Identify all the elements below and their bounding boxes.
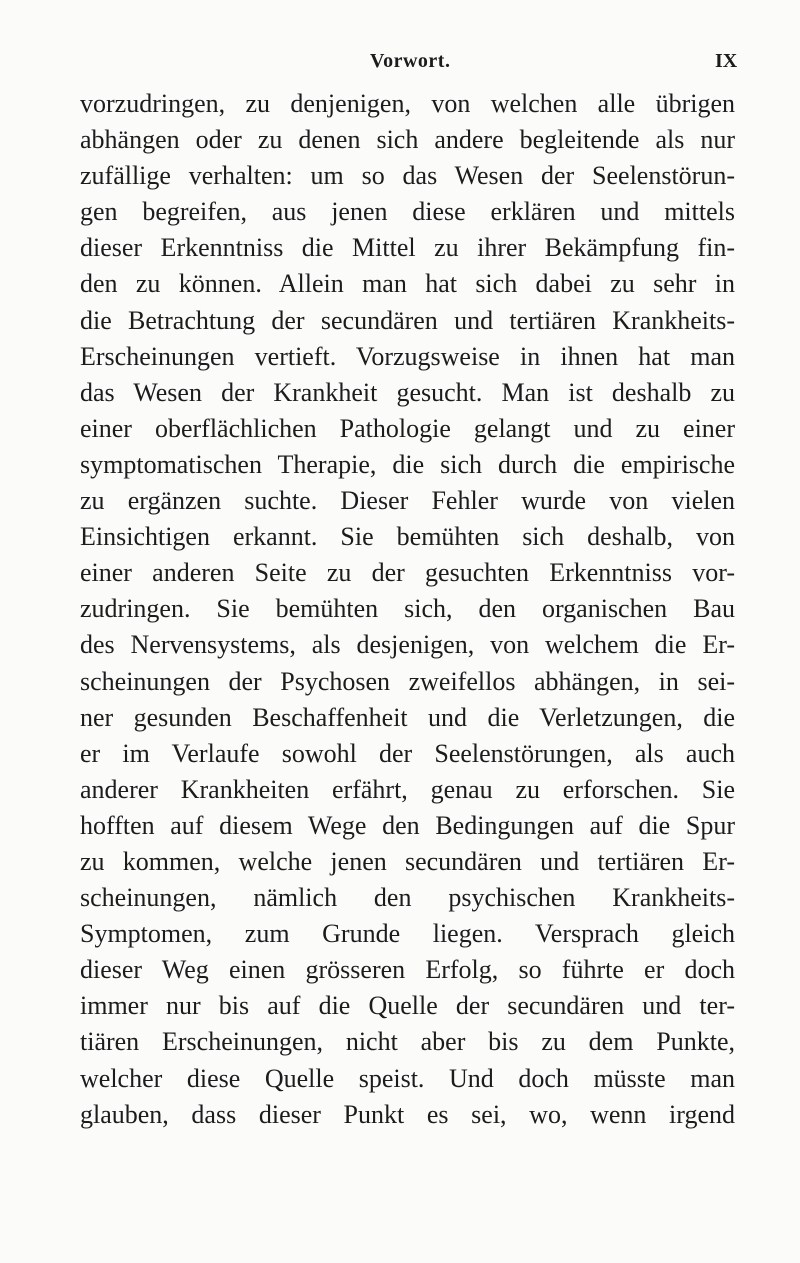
text-line: gen begreifen, aus jenen diese erklären und mittels xyxy=(80,197,735,227)
text-line: scheinungen, nämlich den psychischen Krankheits- xyxy=(80,883,735,913)
page-number: IX xyxy=(715,50,738,72)
text-line: Einsichtigen erkannt. Sie bemühten sich deshalb, von xyxy=(80,522,735,552)
text-line: abhängen oder zu denen sich andere begleitende als nur xyxy=(80,125,735,155)
text-line: zudringen. Sie bemühten sich, den organischen Bau xyxy=(80,594,735,624)
text-line: einer anderen Seite zu der gesuchten Erkenntniss vor- xyxy=(80,558,735,588)
text-line: Symptomen, zum Grunde liegen. Versprach gleich xyxy=(80,919,735,949)
running-head-title: Vorwort. xyxy=(370,50,451,72)
text-line: hofften auf diesem Wege den Bedingungen auf die Spur xyxy=(80,810,735,840)
text-line: symptomatischen Therapie, die sich durch die empirische xyxy=(80,449,735,479)
text-line: den zu können. Allein man hat sich dabei zu sehr in xyxy=(80,269,735,299)
text-line: glauben, dass dieser Punkt es sei, wo, wenn irgend xyxy=(80,1099,735,1129)
body-paragraph xyxy=(80,86,735,1133)
text-line: zu kommen, welche jenen secundären und tertiären Er- xyxy=(80,846,735,876)
text-line: zu ergänzen suchte. Dieser Fehler wurde von vielen xyxy=(80,486,735,516)
text-line: tiären Erscheinungen, nicht aber bis zu dem Punkte, xyxy=(80,1027,735,1057)
text-line: das Wesen der Krankheit gesucht. Man ist deshalb zu xyxy=(80,377,735,407)
text-line: welcher diese Quelle speist. Und doch müsste man xyxy=(80,1063,735,1093)
running-head xyxy=(0,50,800,76)
text-line: einer oberflächlichen Pathologie gelangt und zu einer xyxy=(80,413,735,443)
text-line: dieser Weg einen grösseren Erfolg, so führte er doch xyxy=(80,955,735,985)
text-line: ner gesunden Beschaffenheit und die Verletzungen, die xyxy=(80,702,735,732)
text-line: die Betrachtung der secundären und tertiären Krankheits- xyxy=(80,305,735,335)
text-line: Erscheinungen vertieft. Vorzugsweise in ihnen hat man xyxy=(80,341,735,371)
text-line: vorzudringen, zu denjenigen, von welchen alle übrigen xyxy=(80,89,735,118)
text-line: dieser Erkenntniss die Mittel zu ihrer Bekämpfung fin- xyxy=(80,233,735,263)
text-line: scheinungen der Psychosen zweifellos abhängen, in sei- xyxy=(80,666,735,696)
text-line: zufällige verhalten: um so das Wesen der Seelenstörun- xyxy=(80,161,735,191)
text-line: anderer Krankheiten erfährt, genau zu erforschen. Sie xyxy=(80,774,735,804)
text-line: immer nur bis auf die Quelle der secundären und ter- xyxy=(80,991,735,1021)
text-line: des Nervensystems, als desjenigen, von welchem die Er- xyxy=(80,630,735,660)
text-line: er im Verlaufe sowohl der Seelenstörungen, als auch xyxy=(80,738,735,768)
